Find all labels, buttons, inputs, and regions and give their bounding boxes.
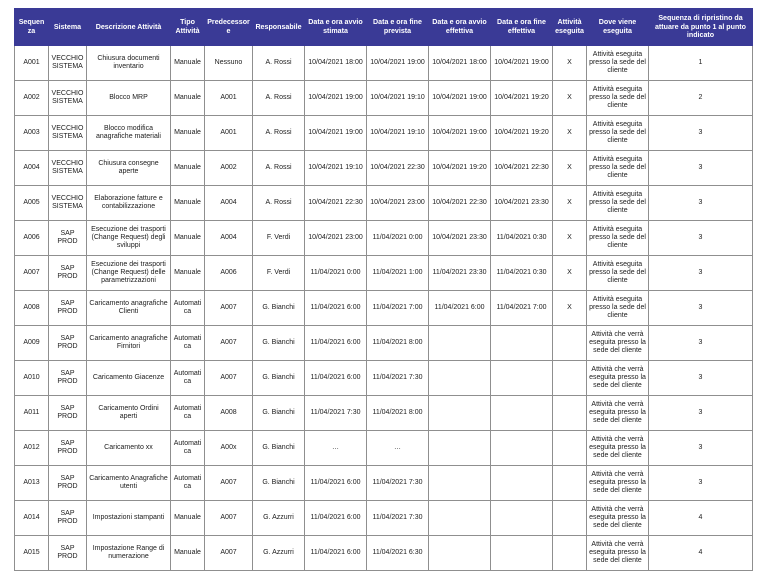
cell-tipo-attivita: Manuale [171,45,205,80]
cell-fine-effettiva [491,325,553,360]
cell-responsabile: A. Rossi [253,115,305,150]
cell-responsabile: F. Verdi [253,220,305,255]
cell-attivita-eseguita [553,500,587,535]
cell-fine-prevista: 10/04/2021 19:10 [367,80,429,115]
table-row [15,150,753,185]
cell-avvio-effettiva: 10/04/2021 19:00 [429,115,491,150]
cell-fine-prevista: 11/04/2021 7:30 [367,500,429,535]
cell-predecessore: A007 [205,360,253,395]
column-header-avvio-effettiva: Data e ora avvio effettiva [429,9,491,46]
cell-avvio-stimata: … [305,430,367,465]
column-header-tipo-attivita: Tipo Attività [171,9,205,46]
cell-sequenza-ripristino: 3 [649,430,753,465]
cell-fine-effettiva: 11/04/2021 0:30 [491,255,553,290]
cell-predecessore: Nessuno [205,45,253,80]
cell-responsabile: G. Bianchi [253,395,305,430]
table-row [15,185,753,220]
table-row [15,360,753,395]
cell-fine-prevista: 10/04/2021 19:10 [367,115,429,150]
cell-descrizione: Caricamento Ordini aperti [87,395,171,430]
cell-sequenza-ripristino: 2 [649,80,753,115]
cell-attivita-eseguita [553,325,587,360]
cell-sequenza: A012 [15,430,49,465]
cell-tipo-attivita: Automatica [171,430,205,465]
table-row [15,395,753,430]
cell-sequenza: A010 [15,360,49,395]
cell-attivita-eseguita: X [553,115,587,150]
cell-predecessore: A001 [205,80,253,115]
table-row [15,255,753,290]
cell-sequenza: A002 [15,80,49,115]
cell-dove-eseguita: Attività eseguita presso la sede del cliente [587,290,649,325]
cell-predecessore: A002 [205,150,253,185]
cell-avvio-stimata: 11/04/2021 6:00 [305,325,367,360]
table-row [15,45,753,80]
cell-predecessore: A007 [205,325,253,360]
cell-fine-prevista: 11/04/2021 7:00 [367,290,429,325]
cell-fine-prevista: 11/04/2021 6:30 [367,535,429,570]
cell-predecessore: A00x [205,430,253,465]
cell-sequenza: A007 [15,255,49,290]
cell-dove-eseguita: Attività eseguita presso la sede del cliente [587,115,649,150]
column-header-sequenza-ripristino: Sequenza di ripristino da attuare da punto 1 al punto indicato [649,9,753,46]
cell-sistema: SAP PROD [49,500,87,535]
cell-predecessore: A007 [205,500,253,535]
cell-dove-eseguita: Attività che verrà eseguita presso la sede del cliente [587,430,649,465]
cell-avvio-stimata: 10/04/2021 19:00 [305,80,367,115]
cell-avvio-stimata: 10/04/2021 23:00 [305,220,367,255]
cell-sequenza: A015 [15,535,49,570]
column-header-predecessore: Predecessore [205,9,253,46]
column-header-sistema: Sistema [49,9,87,46]
cell-responsabile: G. Bianchi [253,290,305,325]
cell-attivita-eseguita [553,535,587,570]
cell-avvio-stimata: 11/04/2021 6:00 [305,465,367,500]
cell-sistema: SAP PROD [49,465,87,500]
cell-attivita-eseguita: X [553,150,587,185]
table-row [15,430,753,465]
cell-sistema: VECCHIO SISTEMA [49,45,87,80]
cell-avvio-effettiva: 10/04/2021 22:30 [429,185,491,220]
cell-fine-effettiva [491,500,553,535]
cell-fine-prevista: 11/04/2021 8:00 [367,395,429,430]
cell-avvio-effettiva [429,395,491,430]
column-header-avvio-stimata: Data e ora avvio stimata [305,9,367,46]
cell-responsabile: G. Bianchi [253,325,305,360]
cell-dove-eseguita: Attività eseguita presso la sede del cliente [587,255,649,290]
table-row [15,325,753,360]
cell-sequenza: A013 [15,465,49,500]
cell-sequenza-ripristino: 4 [649,535,753,570]
table-header [15,9,753,46]
cell-sistema: VECCHIO SISTEMA [49,150,87,185]
cell-sistema: SAP PROD [49,430,87,465]
cell-sistema: SAP PROD [49,360,87,395]
cell-tipo-attivita: Manuale [171,500,205,535]
cell-descrizione: Chiusura consegne aperte [87,150,171,185]
column-header-sequenza: Sequenza [15,9,49,46]
cell-responsabile: G. Azzurri [253,500,305,535]
cell-predecessore: A007 [205,465,253,500]
cell-sequenza: A004 [15,150,49,185]
cell-fine-effettiva [491,430,553,465]
cell-fine-effettiva [491,395,553,430]
cell-responsabile: G. Bianchi [253,360,305,395]
cell-fine-prevista: 11/04/2021 7:30 [367,360,429,395]
cell-descrizione: Caricamento xx [87,430,171,465]
cell-sequenza: A006 [15,220,49,255]
cell-fine-effettiva: 10/04/2021 19:20 [491,80,553,115]
table-row [15,465,753,500]
cell-sequenza-ripristino: 3 [649,465,753,500]
table-row [15,115,753,150]
cell-dove-eseguita: Attività che verrà eseguita presso la sede del cliente [587,535,649,570]
cell-tipo-attivita: Automatica [171,465,205,500]
cell-avvio-stimata: 11/04/2021 6:00 [305,500,367,535]
table-row [15,290,753,325]
cell-avvio-effettiva: 10/04/2021 19:00 [429,80,491,115]
cell-attivita-eseguita: X [553,255,587,290]
cell-avvio-effettiva [429,465,491,500]
cell-attivita-eseguita [553,360,587,395]
cell-attivita-eseguita: X [553,290,587,325]
cell-sequenza: A005 [15,185,49,220]
cell-tipo-attivita: Automatica [171,290,205,325]
cell-descrizione: Impostazione Range di numerazione [87,535,171,570]
cell-responsabile: A. Rossi [253,185,305,220]
cell-avvio-effettiva: 11/04/2021 23:30 [429,255,491,290]
column-header-responsabile: Responsabile [253,9,305,46]
cell-descrizione: Caricamento Anagrafiche utenti [87,465,171,500]
cell-predecessore: A004 [205,220,253,255]
cell-sequenza: A009 [15,325,49,360]
cell-dove-eseguita: Attività eseguita presso la sede del cliente [587,45,649,80]
cell-avvio-effettiva [429,325,491,360]
cell-fine-prevista: 10/04/2021 23:00 [367,185,429,220]
cell-attivita-eseguita: X [553,45,587,80]
cell-dove-eseguita: Attività eseguita presso la sede del cliente [587,80,649,115]
cell-predecessore: A006 [205,255,253,290]
cell-descrizione: Caricamento anagrafiche Firnitori [87,325,171,360]
cell-responsabile: G. Bianchi [253,430,305,465]
cell-attivita-eseguita [553,465,587,500]
cell-descrizione: Caricamento Giacenze [87,360,171,395]
cell-attivita-eseguita: X [553,220,587,255]
activity-plan-table [14,8,753,571]
cell-dove-eseguita: Attività che verrà eseguita presso la sede del cliente [587,325,649,360]
cell-descrizione: Esecuzione dei trasporti (Change Request) degli sviluppi [87,220,171,255]
cell-sequenza: A008 [15,290,49,325]
cell-sequenza-ripristino: 3 [649,220,753,255]
cell-descrizione: Blocco MRP [87,80,171,115]
cell-avvio-stimata: 11/04/2021 6:00 [305,535,367,570]
cell-sequenza: A011 [15,395,49,430]
cell-responsabile: A. Rossi [253,150,305,185]
cell-sistema: VECCHIO SISTEMA [49,80,87,115]
cell-fine-effettiva [491,465,553,500]
cell-attivita-eseguita [553,430,587,465]
cell-attivita-eseguita: X [553,185,587,220]
cell-tipo-attivita: Manuale [171,115,205,150]
cell-predecessore: A004 [205,185,253,220]
cell-fine-effettiva: 10/04/2021 22:30 [491,150,553,185]
cell-predecessore: A007 [205,535,253,570]
cell-fine-effettiva [491,535,553,570]
cell-avvio-stimata: 11/04/2021 6:00 [305,290,367,325]
cell-sequenza-ripristino: 3 [649,115,753,150]
cell-dove-eseguita: Attività che verrà eseguita presso la sede del cliente [587,395,649,430]
table-row [15,500,753,535]
header-row [15,9,753,46]
cell-tipo-attivita: Manuale [171,150,205,185]
cell-sistema: SAP PROD [49,220,87,255]
cell-avvio-effettiva: 10/04/2021 18:00 [429,45,491,80]
cell-tipo-attivita: Manuale [171,535,205,570]
cell-sequenza-ripristino: 3 [649,360,753,395]
cell-avvio-stimata: 10/04/2021 22:30 [305,185,367,220]
cell-dove-eseguita: Attività eseguita presso la sede del cliente [587,220,649,255]
cell-sistema: SAP PROD [49,255,87,290]
cell-avvio-stimata: 11/04/2021 0:00 [305,255,367,290]
cell-tipo-attivita: Manuale [171,80,205,115]
cell-sequenza-ripristino: 1 [649,45,753,80]
cell-sequenza-ripristino: 3 [649,290,753,325]
cell-fine-effettiva: 10/04/2021 19:20 [491,115,553,150]
table-body [15,45,753,570]
cell-predecessore: A007 [205,290,253,325]
cell-sequenza: A003 [15,115,49,150]
cell-descrizione: Impostazioni stampanti [87,500,171,535]
cell-descrizione: Elaborazione fatture e contabilizzazione [87,185,171,220]
cell-sequenza-ripristino: 3 [649,185,753,220]
cell-sistema: SAP PROD [49,535,87,570]
cell-dove-eseguita: Attività che verrà eseguita presso la sede del cliente [587,360,649,395]
column-header-fine-effettiva: Data e ora fine effettiva [491,9,553,46]
cell-descrizione: Chiusura documenti inventario [87,45,171,80]
cell-fine-prevista: 11/04/2021 1:00 [367,255,429,290]
cell-responsabile: G. Bianchi [253,465,305,500]
cell-responsabile: F. Verdi [253,255,305,290]
cell-avvio-stimata: 10/04/2021 19:00 [305,115,367,150]
cell-attivita-eseguita [553,395,587,430]
cell-sequenza-ripristino: 3 [649,395,753,430]
cell-sequenza-ripristino: 4 [649,500,753,535]
cell-fine-effettiva [491,360,553,395]
cell-sistema: SAP PROD [49,290,87,325]
cell-fine-effettiva: 11/04/2021 7:00 [491,290,553,325]
cell-fine-prevista: 10/04/2021 22:30 [367,150,429,185]
cell-fine-prevista: 10/04/2021 19:00 [367,45,429,80]
cell-tipo-attivita: Automatica [171,325,205,360]
cell-tipo-attivita: Automatica [171,360,205,395]
cell-responsabile: A. Rossi [253,80,305,115]
cell-dove-eseguita: Attività eseguita presso la sede del cliente [587,185,649,220]
cell-avvio-stimata: 11/04/2021 7:30 [305,395,367,430]
cell-sequenza: A001 [15,45,49,80]
cell-fine-effettiva: 10/04/2021 19:00 [491,45,553,80]
cell-sistema: VECCHIO SISTEMA [49,115,87,150]
cell-avvio-effettiva: 11/04/2021 6:00 [429,290,491,325]
cell-avvio-effettiva [429,360,491,395]
column-header-fine-prevista: Data e ora fine prevista [367,9,429,46]
cell-tipo-attivita: Manuale [171,185,205,220]
table-row [15,535,753,570]
cell-sistema: VECCHIO SISTEMA [49,185,87,220]
cell-sistema: SAP PROD [49,395,87,430]
cell-attivita-eseguita: X [553,80,587,115]
cell-sequenza-ripristino: 3 [649,255,753,290]
cell-fine-prevista: 11/04/2021 0:00 [367,220,429,255]
cell-fine-prevista: 11/04/2021 7:30 [367,465,429,500]
cell-sequenza: A014 [15,500,49,535]
cell-avvio-effettiva [429,430,491,465]
column-header-descrizione: Descrizione Attività [87,9,171,46]
cell-responsabile: A. Rossi [253,45,305,80]
cell-descrizione: Caricamento anagrafiche Clienti [87,290,171,325]
cell-avvio-effettiva [429,535,491,570]
cell-avvio-stimata: 10/04/2021 19:10 [305,150,367,185]
cell-avvio-effettiva: 10/04/2021 19:20 [429,150,491,185]
cell-fine-effettiva: 11/04/2021 0:30 [491,220,553,255]
cell-fine-effettiva: 10/04/2021 23:30 [491,185,553,220]
cell-avvio-effettiva [429,500,491,535]
cell-predecessore: A008 [205,395,253,430]
table-row [15,80,753,115]
cell-avvio-stimata: 10/04/2021 18:00 [305,45,367,80]
cell-fine-prevista: … [367,430,429,465]
cell-dove-eseguita: Attività che verrà eseguita presso la sede del cliente [587,465,649,500]
cell-descrizione: Blocco modifica anagrafiche materiali [87,115,171,150]
cell-tipo-attivita: Manuale [171,255,205,290]
cell-tipo-attivita: Automatica [171,395,205,430]
cell-sequenza-ripristino: 3 [649,325,753,360]
cell-sequenza-ripristino: 3 [649,150,753,185]
column-header-dove-eseguita: Dove viene eseguita [587,9,649,46]
cell-avvio-effettiva: 10/04/2021 23:30 [429,220,491,255]
cell-descrizione: Esecuzione dei trasporti (Change Request) delle parametrizzazioni [87,255,171,290]
cell-dove-eseguita: Attività eseguita presso la sede del cliente [587,150,649,185]
column-header-attivita-eseguita: Attività eseguita [553,9,587,46]
cell-responsabile: G. Azzurri [253,535,305,570]
cell-avvio-stimata: 11/04/2021 6:00 [305,360,367,395]
cell-predecessore: A001 [205,115,253,150]
table-row [15,220,753,255]
cell-tipo-attivita: Manuale [171,220,205,255]
cell-fine-prevista: 11/04/2021 8:00 [367,325,429,360]
cell-dove-eseguita: Attività che verrà eseguita presso la sede del cliente [587,500,649,535]
cell-sistema: SAP PROD [49,325,87,360]
